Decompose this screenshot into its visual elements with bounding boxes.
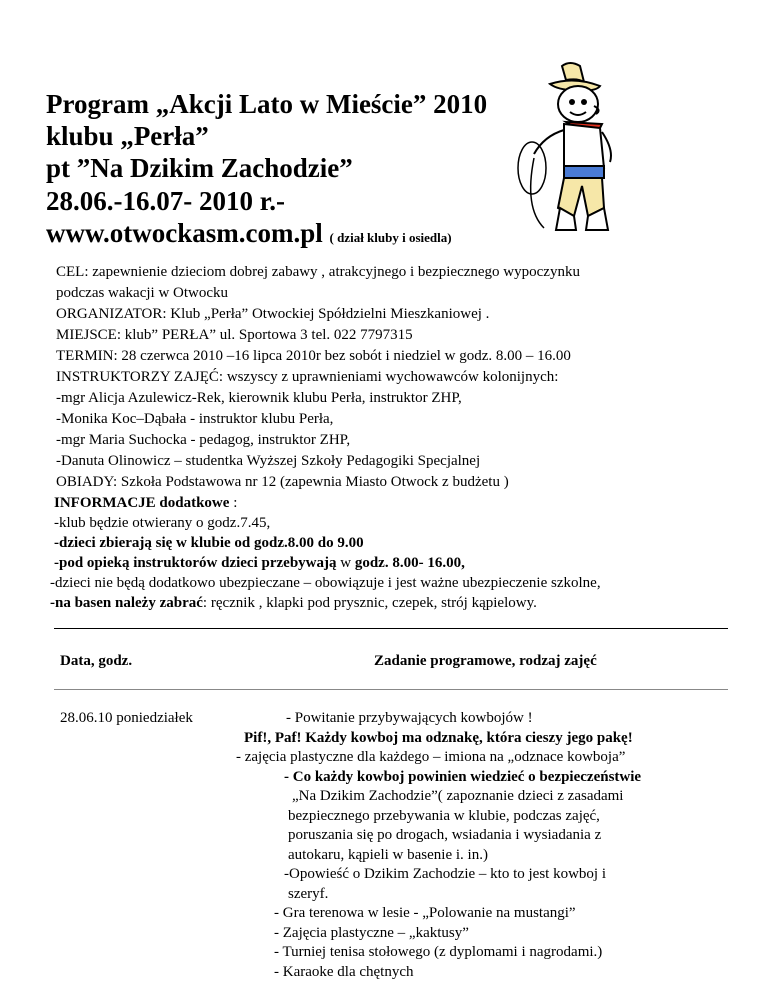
task-line: Pif!, Paf! Każdy kowboj ma odznakę, która cieszy jego pakę! <box>244 729 633 746</box>
info-line: ORGANIZATOR: Klub „Perła” Otwockiej Spółdzielni Mieszkaniowej . <box>56 306 490 322</box>
additional-line-3 <box>54 554 465 572</box>
title-line-1: Program „Akcji Lato w Mieście” 2010 <box>46 89 488 119</box>
task-line: -Opowieść o Dzikim Zachodzie – kto to jest kowboj i <box>284 866 607 882</box>
info-line: OBIADY: Szkoła Podstawowa nr 12 (zapewnia Miasto Otwock z budżetu ) <box>56 474 509 490</box>
title-line-5 <box>46 217 452 254</box>
task-line: poruszania się po drogach, wsiadania i wysiadania z <box>288 827 602 843</box>
task-line: - Co każdy kowboj powinien wiedzieć o bezpieczeństwie <box>284 768 642 785</box>
task-line: szeryf. <box>288 885 329 902</box>
title-line-4: 28.06.-16.07- 2010 r.- <box>46 186 285 216</box>
additional-line-2: -dzieci zbierają się w klubie od godz.8.00 do 9.00 <box>54 535 364 551</box>
additional-heading-rest: : <box>229 495 238 511</box>
task-line: bezpiecznego przebywania w klubie, podczas zajęć, <box>288 807 600 824</box>
task-line: „Na Dzikim Zachodzie”( zapoznanie dzieci z zasadami <box>292 788 624 804</box>
info-line: -mgr Alicja Azulewicz-Rek, kierownik klubu Perła, instruktor ZHP, <box>56 390 462 406</box>
info-line: podczas wakacji w Otwocku <box>56 285 229 301</box>
task-line: - Karaoke dla chętnych <box>274 963 414 980</box>
info-line: INSTRUKTORZY ZAJĘĆ: wszyscy z uprawnieniami wychowawców kolonijnych: <box>56 369 559 385</box>
title-line-2: klubu „Perła” <box>46 121 209 151</box>
website-link[interactable]: www.otwockasm.com.pl <box>46 218 323 248</box>
cowboy-illustration <box>504 58 612 238</box>
task-line: - Turniej tenisa stołowego (z dyplomami i nagrodami.) <box>274 944 603 960</box>
additional-line-5 <box>50 594 537 612</box>
row-date: 28.06.10 poniedziałek <box>60 710 193 726</box>
additional-line-1: -klub będzie otwierany o godz.7.45, <box>54 515 271 531</box>
info-line: -Danuta Olinowicz – studentka Wyższej Szkoły Pedagogiki Specjalnej <box>56 453 481 469</box>
additional-line-3-bold: -pod opieką instruktorów dzieci przebywają <box>54 555 337 571</box>
table-header-rule <box>54 689 728 690</box>
task-line: - Zajęcia plastyczne – „kaktusy” <box>274 924 469 941</box>
info-line: TERMIN: 28 czerwca 2010 –16 lipca 2010r bez sobót i niedziel w godz. 8.00 – 16.00 <box>56 348 571 364</box>
table-top-rule <box>54 628 728 629</box>
additional-heading <box>54 494 237 512</box>
info-line: MIEJSCE: klub” PERŁA” ul. Sportowa 3 tel. 022 7797315 <box>56 327 413 343</box>
title-line-3: pt ”Na Dzikim Zachodzie” <box>46 153 353 183</box>
column-header-date: Data, godz. <box>60 653 133 669</box>
info-line: CEL: zapewnienie dzieciom dobrej zabawy , atrakcyjnego i bezpiecznego wypoczynku <box>56 264 580 280</box>
additional-line-3-mid: w <box>336 555 355 571</box>
task-line: - zajęcia plastyczne dla każdego – imiona na „odznace kowboja” <box>236 749 626 765</box>
info-line: -Monika Koc–Dąbała - instruktor klubu Perła, <box>56 411 334 427</box>
website-note: ( dział kluby i osiedla) <box>329 230 452 245</box>
additional-line-4: -dzieci nie będą dodatkowo ubezpieczane – obowiązuje i jest ważne ubezpieczenie szkolne, <box>50 575 601 591</box>
additional-heading-bold: INFORMACJE dodatkowe <box>54 495 230 511</box>
info-line: -mgr Maria Suchocka - pedagog, instruktor ZHP, <box>56 432 351 448</box>
additional-line-5-bold: -na basen należy zabrać <box>50 595 203 611</box>
task-line: autokaru, kąpieli w basenie i. in.) <box>288 846 488 863</box>
task-line: - Powitanie przybywających kowbojów ! <box>286 710 533 726</box>
additional-line-5-rest: : ręcznik , klapki pod prysznic, czepek, strój kąpielowy. <box>202 595 537 611</box>
task-line: - Gra terenowa w lesie - „Polowanie na mustangi” <box>274 905 576 921</box>
additional-line-3-bold2: godz. 8.00- 16.00, <box>354 555 465 571</box>
column-header-task: Zadanie programowe, rodzaj zajęć <box>374 653 597 669</box>
